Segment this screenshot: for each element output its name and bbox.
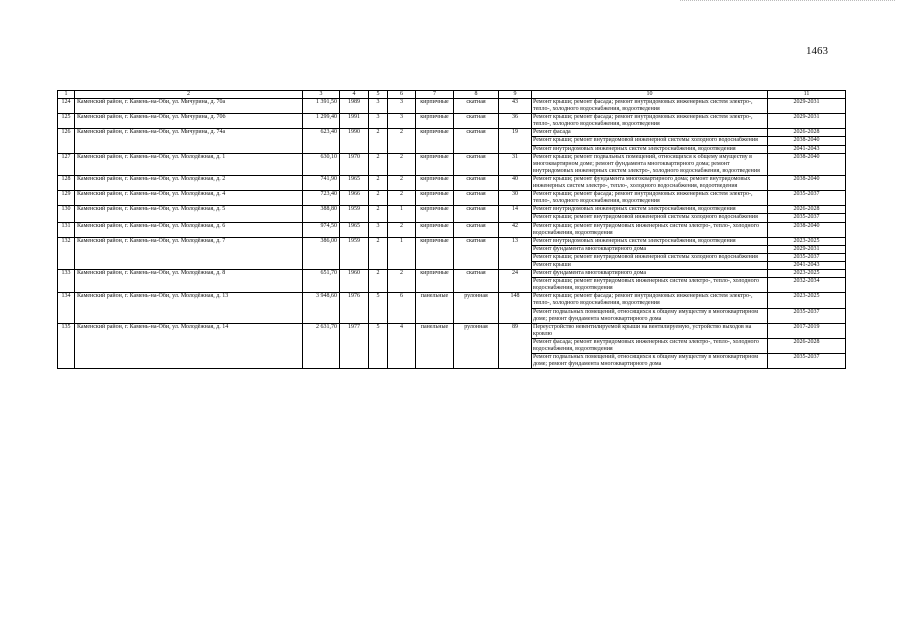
apartments-cell: 31 [499,153,532,175]
walls-cell: кирпичные [416,175,454,190]
walls-cell: кирпичные [416,99,454,114]
walls-cell: кирпичные [416,270,454,293]
year-cell: 1960 [340,270,369,293]
row-number: 125 [58,114,75,129]
column-number: 10 [532,91,768,99]
floors-cell: 2 [369,153,388,175]
column-number: 1 [58,91,75,99]
period-cell: 2035-2037 [768,191,846,206]
year-cell: 1990 [340,129,369,153]
period-cell: 2026-2028 [768,129,846,137]
column-number: 9 [499,91,532,99]
walls-cell: панельные [416,323,454,369]
address-cell: Каменский район, г. Камень-на-Оби, ул. Молодёжная, д. 2 [75,175,303,190]
work-description-cell: Ремонт крыши; ремонт внутридомовой инженерной системы холодного водоснабжения [532,137,768,145]
roof-cell: скатная [454,206,499,222]
year-cell: 1959 [340,237,369,269]
address-cell: Каменский район, г. Камень-на-Оби, ул. Молодёжная, д. 4 [75,191,303,206]
period-cell: 2026-2028 [768,338,846,353]
year-cell: 1966 [340,191,369,206]
apartments-cell: 43 [499,99,532,114]
address-cell: Каменский район, г. Камень-на-Оби, ул. Молодёжная, д. 1 [75,153,303,175]
table-row [58,293,846,308]
period-cell: 2023-2025 [768,237,846,245]
column-number: 7 [416,91,454,99]
period-cell: 2026-2028 [768,206,846,214]
year-cell: 1959 [340,206,369,222]
entrances-cell: 3 [388,99,416,114]
column-number: 4 [340,91,369,99]
period-cell: 2035-2037 [768,308,846,323]
table-row [58,206,846,214]
work-description-cell: Ремонт крыши; ремонт фундамента многоквартирного дома; ремонт внутридомовых инженерных систем электро-, тепло-, холодного водоснабжения, водоотведения [532,175,768,190]
address-cell: Каменский район, г. Камень-на-Оби, ул. Молодёжная, д. 7 [75,237,303,269]
year-cell: 1991 [340,114,369,129]
page-number: 1463 [806,45,828,57]
work-description-cell: Ремонт крыши; ремонт фасада; ремонт внутридомовых инженерных систем электро-, тепло-, холодного водоснабжения, водоотведения [532,99,768,114]
column-number: 8 [454,91,499,99]
table-row [58,237,846,245]
period-cell: 2017-2019 [768,323,846,338]
area-cell: 2 631,70 [303,323,340,369]
apartments-cell: 24 [499,270,532,293]
work-description-cell: Ремонт фундамента многоквартирного дома [532,270,768,278]
area-cell: 651,70 [303,270,340,293]
work-description-cell: Ремонт крыши; ремонт фасада; ремонт внутридомовых инженерных систем электро-, тепло-, холодного водоснабжения, водоотведения [532,191,768,206]
period-cell: 2038-2040 [768,175,846,190]
roof-cell: скатная [454,222,499,237]
walls-cell: кирпичные [416,153,454,175]
address-cell: Каменский район, г. Камень-на-Оби, ул. Мичурина, д. 70б [75,114,303,129]
work-description-cell: Ремонт подвальных помещений, относящихся к общему имуществу в многоквартирном доме; ремонт фундамента многоквартирного дома [532,354,768,369]
period-cell: 2035-2037 [768,354,846,369]
floors-cell: 2 [369,129,388,153]
year-cell: 1970 [340,153,369,175]
walls-cell: кирпичные [416,222,454,237]
work-description-cell: Ремонт фасада; ремонт внутридомовых инженерных систем электро-, тепло-, холодного водоснабжения, водоотведения [532,338,768,353]
entrances-cell: 1 [388,237,416,269]
column-number: 11 [768,91,846,99]
row-number: 132 [58,237,75,269]
table-row [58,129,846,137]
column-number: 6 [388,91,416,99]
address-cell: Каменский район, г. Камень-на-Оби, ул. Молодёжная, д. 5 [75,206,303,222]
row-number: 129 [58,191,75,206]
row-number: 133 [58,270,75,293]
work-description-cell: Ремонт внутридомовых инженерных систем электроснабжения, водоотведения [532,145,768,153]
work-description-cell: Ремонт крыши [532,261,768,269]
table-row [58,175,846,190]
work-description-cell: Переустройство невентилируемой крыши на вентилируемую, устройство выходов на кровлю [532,323,768,338]
table-row [58,99,846,114]
roof-cell: скатная [454,191,499,206]
work-description-cell: Ремонт фасада [532,129,768,137]
roof-cell: скатная [454,270,499,293]
floors-cell: 2 [369,270,388,293]
walls-cell: кирпичные [416,114,454,129]
table-row [58,222,846,237]
apartments-cell: 148 [499,293,532,323]
entrances-cell: 4 [388,323,416,369]
area-cell: 1 391,50 [303,99,340,114]
floors-cell: 5 [369,323,388,369]
entrances-cell: 2 [388,191,416,206]
row-number: 128 [58,175,75,190]
period-cell: 2038-2040 [768,137,846,145]
entrances-cell: 2 [388,222,416,237]
area-cell: 1 299,40 [303,114,340,129]
work-description-cell: Ремонт крыши; ремонт подвальных помещений, относящихся к общему имуществу в многоквартирном доме; ремонт фундамента многоквартирного дома; ремонт внутридомовых инженерных систем электро-, холодного водоснабжения, водоотведения [532,153,768,175]
year-cell: 1977 [340,323,369,369]
floors-cell: 5 [369,293,388,323]
roof-cell: скатная [454,153,499,175]
floors-cell: 3 [369,99,388,114]
entrances-cell: 6 [388,293,416,323]
row-number: 124 [58,99,75,114]
period-cell: 2041-2043 [768,261,846,269]
period-cell: 2029-2031 [768,114,846,129]
entrances-cell: 2 [388,270,416,293]
column-number: 2 [75,91,303,99]
roof-cell: скатная [454,129,499,153]
address-cell: Каменский район, г. Камень-на-Оби, ул. Молодёжная, д. 8 [75,270,303,293]
work-description-cell: Ремонт внутридомовых инженерных систем электроснабжения, водоотведения [532,237,768,245]
entrances-cell: 1 [388,206,416,222]
apartments-cell: 19 [499,129,532,153]
table-row [58,153,846,175]
period-cell: 2035-2037 [768,253,846,261]
area-cell: 741,90 [303,175,340,190]
roof-cell: рулонная [454,323,499,369]
period-cell: 2032-2034 [768,278,846,293]
area-cell: 623,40 [303,129,340,153]
table-row [58,270,846,278]
walls-cell: кирпичные [416,206,454,222]
area-cell: 723,40 [303,191,340,206]
period-cell: 2035-2037 [768,214,846,222]
scan-artifact-line [680,0,895,4]
apartments-cell: 89 [499,323,532,369]
area-cell: 3 948,60 [303,293,340,323]
work-description-cell: Ремонт крыши; ремонт внутридомовых инженерных систем электро-, тепло-, холодного водоснабжения, водоотведения [532,222,768,237]
address-cell: Каменский район, г. Камень-на-Оби, ул. Молодёжная, д. 13 [75,293,303,323]
work-description-cell: Ремонт внутридомовых инженерных систем электроснабжения, водоотведения [532,206,768,214]
period-cell: 2038-2040 [768,153,846,175]
walls-cell: кирпичные [416,191,454,206]
work-description-cell: Ремонт фундамента многоквартирного дома [532,245,768,253]
period-cell: 2023-2025 [768,270,846,278]
roof-cell: скатная [454,237,499,269]
roof-cell: скатная [454,99,499,114]
area-cell: 974,50 [303,222,340,237]
table-row [58,191,846,206]
walls-cell: кирпичные [416,129,454,153]
floors-cell: 3 [369,222,388,237]
year-cell: 1965 [340,175,369,190]
work-description-cell: Ремонт крыши; ремонт внутридомовой инженерной системы холодного водоснабжения [532,253,768,261]
entrances-cell: 2 [388,153,416,175]
period-cell: 2029-2031 [768,245,846,253]
work-description-cell: Ремонт подвальных помещений, относящихся к общему имуществу в многоквартирном доме; ремонт фундамента многоквартирного дома [532,308,768,323]
address-cell: Каменский район, г. Камень-на-Оби, ул. Мичурина, д. 70а [75,99,303,114]
address-cell: Каменский район, г. Камень-на-Оби, ул. Молодёжная, д. 14 [75,323,303,369]
period-cell: 2023-2025 [768,293,846,308]
row-number: 134 [58,293,75,323]
apartments-cell: 40 [499,175,532,190]
row-number: 126 [58,129,75,153]
entrances-cell: 3 [388,114,416,129]
row-number: 130 [58,206,75,222]
entrances-cell: 2 [388,175,416,190]
row-number: 135 [58,323,75,369]
work-description-cell: Ремонт крыши; ремонт фасада; ремонт внутридомовых инженерных систем электро-, тепло-, холодного водоснабжения, водоотведения [532,114,768,129]
table-row [58,114,846,129]
walls-cell: панельные [416,293,454,323]
roof-cell: рулонная [454,293,499,323]
repair-schedule-table [57,90,846,369]
year-cell: 1989 [340,99,369,114]
year-cell: 1976 [340,293,369,323]
roof-cell: скатная [454,114,499,129]
work-description-cell: Ремонт крыши; ремонт внутридомовых инженерных систем электро-, тепло-, холодного водоснабжения, водоотведения [532,278,768,293]
address-cell: Каменский район, г. Камень-на-Оби, ул. Молодёжная, д. 6 [75,222,303,237]
period-cell: 2038-2040 [768,222,846,237]
table-row [58,323,846,338]
entrances-cell: 2 [388,129,416,153]
column-number: 5 [369,91,388,99]
row-number: 131 [58,222,75,237]
work-description-cell: Ремонт крыши; ремонт внутридомовой инженерной системы холодного водоснабжения [532,214,768,222]
apartments-cell: 13 [499,237,532,269]
roof-cell: скатная [454,175,499,190]
year-cell: 1965 [340,222,369,237]
floors-cell: 2 [369,237,388,269]
walls-cell: кирпичные [416,237,454,269]
period-cell: 2029-2031 [768,99,846,114]
floors-cell: 2 [369,175,388,190]
floors-cell: 3 [369,114,388,129]
column-number-row [58,91,846,99]
apartments-cell: 42 [499,222,532,237]
area-cell: 630,10 [303,153,340,175]
floors-cell: 2 [369,206,388,222]
apartments-cell: 36 [499,114,532,129]
apartments-cell: 14 [499,206,532,222]
area-cell: 386,00 [303,237,340,269]
area-cell: 388,80 [303,206,340,222]
row-number: 127 [58,153,75,175]
period-cell: 2041-2043 [768,145,846,153]
work-description-cell: Ремонт крыши; ремонт фасада; ремонт внутридомовых инженерных систем электро-, тепло-, холодного водоснабжения, водоотведения [532,293,768,308]
address-cell: Каменский район, г. Камень-на-Оби, ул. Мичурина, д. 74а [75,129,303,153]
apartments-cell: 30 [499,191,532,206]
floors-cell: 2 [369,191,388,206]
column-number: 3 [303,91,340,99]
